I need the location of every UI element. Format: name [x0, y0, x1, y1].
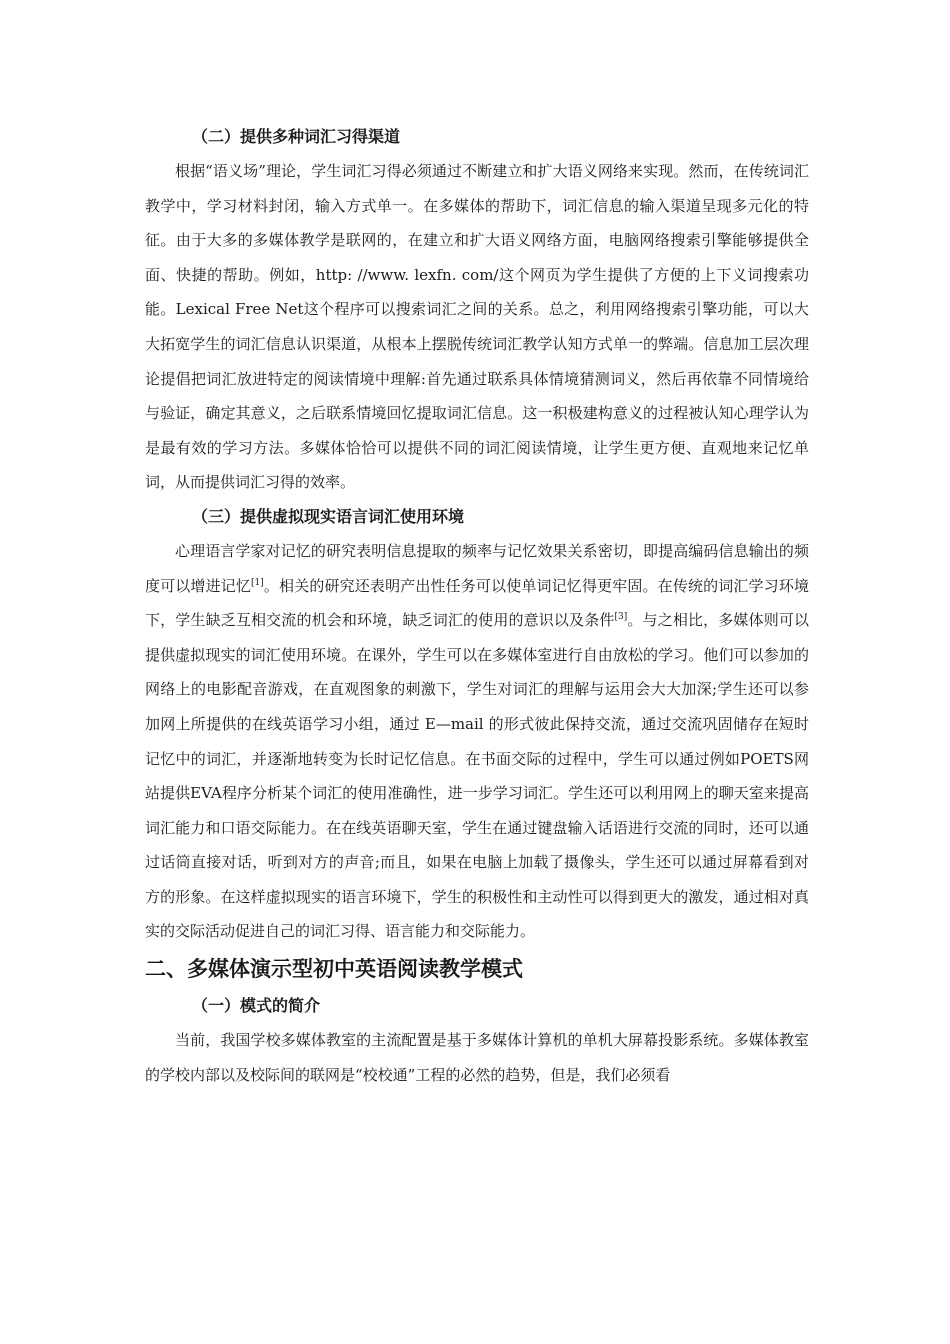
citation-ref: [3] — [614, 612, 628, 623]
citation-ref: [1] — [251, 577, 264, 588]
section-heading-virtual-environment: （三）提供虚拟现实语言词汇使用环境 — [192, 506, 465, 526]
section-heading-channels: （二）提供多种词汇习得渠道 — [192, 127, 401, 146]
document-body — [145, 120, 809, 1092]
section-heading-model-intro: （一）模式的简介 — [192, 996, 321, 1016]
paragraph-text: 。与之相比，多媒体则可以提供虚拟现实的词汇使用环境。在课外，学生可以在多媒体室进行自由放松的学习。他们可以参加的网络上的电影配音游戏，在直观图象的刺激下，学生对词汇的理解与运用会大大加深;学生还可以参加网上所提供的在线英语学习小组，通过 E—mail 的形式彼此保持交流，通过交流巩固储存在短时记忆中的词汇，并逐渐地转变为长时记忆信息。在书面交际的过程中，学生可以通过例如POETS网站提供EVA程序分析某个词汇的使用准确性，进一步学习词汇。学生还可以利用网上的聊天室来提高词汇能力和口语交际能力。在在线英语聊天室，学生在通过键盘输入话语进行交流的同时，还可以通过话筒直接对话，听到对方的声音;而且，如果在电脑上加载了摄像头，学生还可以通过屏幕看到对方的形象。在这样虚拟现实的语言环境下，学生的积极性和主动性可以得到更大的激发，通过相对真实的交际活动促进自己的词汇习得、语言能力和交际能力。 — [145, 611, 809, 941]
paragraph-model-intro: 当前，我国学校多媒体教室的主流配置是基于多媒体计算机的单机大屏幕投影系统。多媒体教室的学校内部以及校际间的联网是“校校通”工程的必然的趋势，但是，我们必须看 — [145, 1031, 809, 1084]
paragraph-text: 。相关的研究还表明产出性任务可以使单词记忆得更牢固。在传统的词汇学习环境下，学生缺乏互相交流的机会和环境，缺乏词汇的使用的意识以及条件 — [145, 576, 809, 630]
chapter-heading: 二、多媒体演示型初中英语阅读教学模式 — [145, 957, 523, 982]
paragraph-virtual-environment — [145, 534, 809, 949]
paragraph-channels: 根据“语义场”理论，学生词汇习得必须通过不断建立和扩大语义网络来实现。然而，在传统词汇教学中，学习材料封闭，输入方式单一。在多媒体的帮助下，词汇信息的输入渠道呈现多元化的特征。由于大多的多媒体教学是联网的，在建立和扩大语义网络方面，电脑网络搜索引擎能够提供全面、快捷的帮助。例如，http: //www. lexfn. com/这个网页为学生提供了方便的上下义词搜索功能。Lexical Free Net这个程序可以搜索词汇之间的关系。总之，利用网络搜索引擎功能，可以大大拓宽学生的词汇信息认识渠道，从根本上摆脱传统词汇教学认知方式单一的弊端。信息加工层次理论提倡把词汇放进特定的阅读情境中理解:首先通过联系具体情境猜测词义，然后再依靠不同情境给与验证，确定其意义，之后联系情境回忆提取词汇信息。这一积极建构意义的过程被认知心理学认为是最有效的学习方法。多媒体恰恰可以提供不同的词汇阅读情境，让学生更方便、直观地来记忆单词，从而提供词汇习得的效率。 — [145, 162, 809, 492]
paragraph-text: 心理语言学家对记忆的研究表明信息提取的频率与记忆效果关系密切，即提高编码信息输出的频度可以增进记忆 — [145, 541, 809, 595]
